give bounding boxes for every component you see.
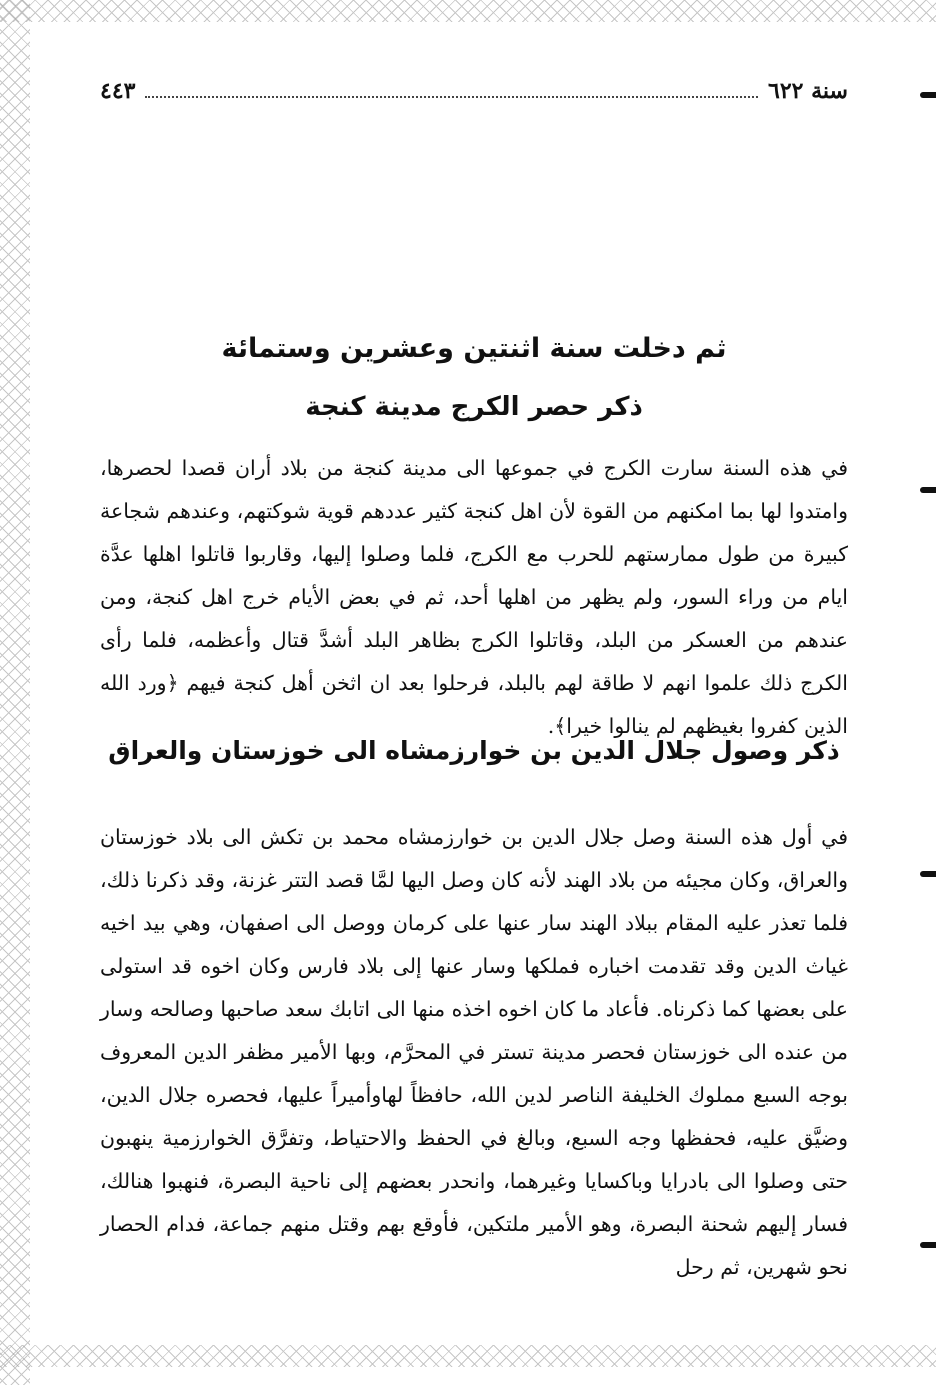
margin-mark <box>920 1242 936 1248</box>
margin-mark <box>920 871 936 877</box>
paragraph-jalal-al-din: في أول هذه السنة وصل جلال الدين بن خوارزمشاه محمد بن تكش الى بلاد خوزستان والعراق، وكان مجيئه من بلاد الهند لأنه كان وصل اليها لمَّا قصد التتر غزنة، وقد ذكرنا ذلك، فلما تعذر عليه المقام ببلاد الهند سار عنها على كرمان ووصل الى اصفهان، وهي بيد اخيه غياث الدين وقد تقدمت اخباره فملكها وسار عنها إلى بلاد فارس وكان اخوه قد استولى على بعضها كما ذكرناه. فأعاد ما كان اخوه اخذه منها الى اتابك سعد صاحبها وصالحه وسار من عنده الى خوزستان فحصر مدينة تستر في المحرَّم، وبها الأمير مظفر الدين المعروف بوجه السبع مملوك الخليفة الناصر لدين الله، حافظاً لهاوأميراً عليها، فحصره جلال الدين، وضيَّق عليه، فحفظها وجه السبع، وبالغ في الحفظ والاحتياط، وتفرَّق الخوارزمية ينهبون حتى وصلوا الى بادرايا وباكسايا وغيرهما، وانحدر بعضهم إلى ناحية البصرة، فنهبوا هنالك، فسار إليهم شحنة البصرة، وهو الأمير ملتكين، فأوقع بهم وقتل منهم جماعة، فدام الحصار نحو شهرين، ثم رحل <box>100 825 848 1279</box>
running-header <box>100 78 848 104</box>
page-number: ٤٤٣ <box>100 78 136 104</box>
main-heading: ثم دخلت سنة اثنتين وعشرين وستمائة <box>221 333 727 364</box>
header-title: سنة ٦٢٢ <box>768 78 848 104</box>
decorative-border-top <box>0 0 936 22</box>
margin-mark <box>920 92 936 98</box>
section-heading-kanja: ذكر حصر الكرج مدينة كنجة <box>305 392 643 422</box>
section-heading-jalal-al-din: ذكر وصول جلال الدين بن خوارزمشاه الى خوزستان والعراق <box>108 736 840 765</box>
header-leader-dots <box>145 96 758 98</box>
decorative-border-left <box>0 0 30 1385</box>
paragraph-kanja: في هذه السنة سارت الكرج في جموعها الى مدينة كنجة من بلاد أران قصدا لحصرها، وامتدوا لها بما امكنهم من القوة لأن اهل كنجة كثير عددهم قوية شوكتهم، وعندهم شجاعة كبيرة من طول ممارستهم للحرب مع الكرج، فلما وصلوا إليها، وقاربوا قاتلوا اهلها عدَّة ايام من وراء السور، ولم يظهر من اهلها أحد، ثم في بعض الأيام خرج اهل كنجة، ومن عندهم من العسكر من البلد، وقاتلوا الكرج بظاهر البلد أشدَّ قتال وأعظمه، فلما رأى الكرج ذلك علموا انهم لا طاقة لهم بالبلد، فرحلوا بعد ان اثخن أهل كنجة فيهم ﴿ورد الله الذين كفروا بغيظهم لم ينالوا خيرا﴾. <box>100 456 848 738</box>
decorative-border-bottom <box>0 1345 936 1367</box>
margin-mark <box>920 487 936 493</box>
